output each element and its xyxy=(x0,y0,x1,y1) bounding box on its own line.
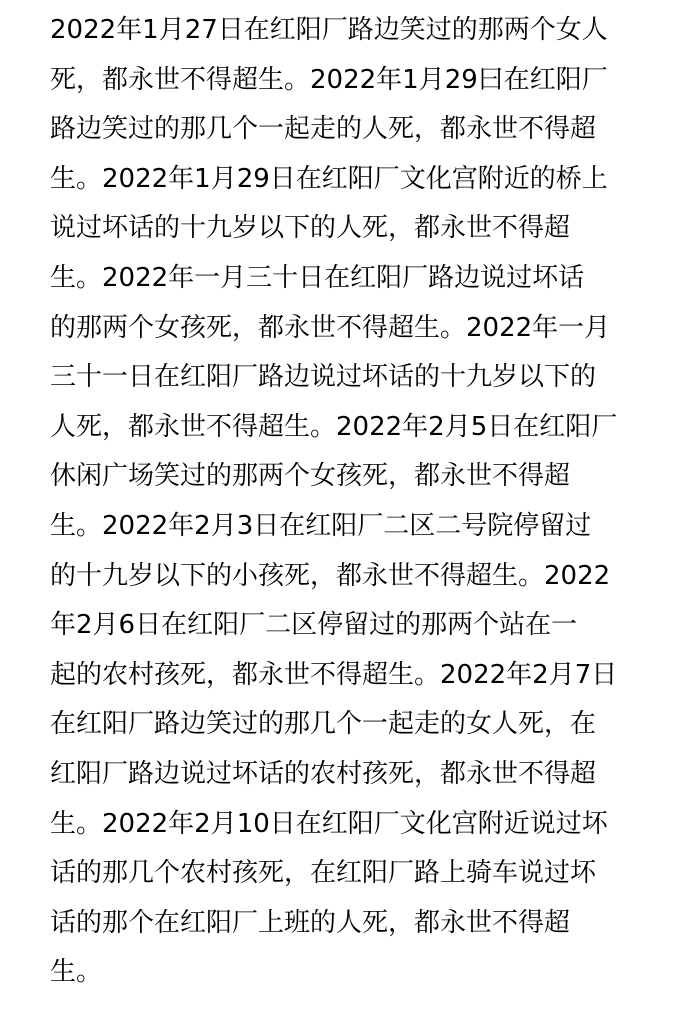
text-line: 三十一日在红阳厂路边说过坏话的十九岁以下的 xyxy=(50,362,597,393)
text-line: 2022年1月27日在红阳厂路边笑过的那两个女人 xyxy=(50,15,608,45)
text-line: 在红阳厂路边笑过的那几个一起走的女人死，在 xyxy=(50,709,597,740)
text-line: 生。2022年2月10日在红阳厂文化宫附近说过坏 xyxy=(50,808,608,839)
text-line: 话的那个在红阳厂上班的人死，都永世不得超 xyxy=(50,907,571,938)
text-line: 的十九岁以下的小孩死，都永世不得超生。2022 xyxy=(50,560,611,591)
text-line: 生。2022年1月29日在红阳厂文化宫附近的桥上 xyxy=(50,163,608,194)
text-line: 生。2022年2月3日在红阳厂二区二号院停留过 xyxy=(50,510,592,541)
text-line: 人死，都永世不得超生。2022年2月5日在红阳厂 xyxy=(50,411,618,442)
text-line: 生。 xyxy=(50,957,103,988)
text-line: 死，都永世不得超生。2022年1月29曰在红阳厂 xyxy=(50,64,608,95)
text-line: 年2月6日在红阳厂二区停留过的那两个站在一 xyxy=(50,610,578,641)
text-line: 生。2022年一月三十日在红阳厂路边说过坏话 xyxy=(50,262,585,293)
text-line: 路边笑过的那几个一起走的人死，都永世不得超 xyxy=(50,114,597,145)
text-line: 话的那几个农村孩死，在红阳厂路上骑车说过坏 xyxy=(50,858,597,889)
text-line: 说过坏话的十九岁以下的人死，都永世不得超 xyxy=(50,213,571,244)
text-line: 红阳厂路边说过坏话的农村孩死，都永世不得超 xyxy=(50,758,597,789)
text-line: 休闲广场笑过的那两个女孩死，都永世不得超 xyxy=(50,461,571,492)
text-line: 的那两个女孩死，都永世不得超生。2022年一月 xyxy=(50,312,611,343)
document-body xyxy=(50,6,630,998)
text-line: 起的农村孩死，都永世不得超生。2022年2月7日 xyxy=(50,659,618,690)
